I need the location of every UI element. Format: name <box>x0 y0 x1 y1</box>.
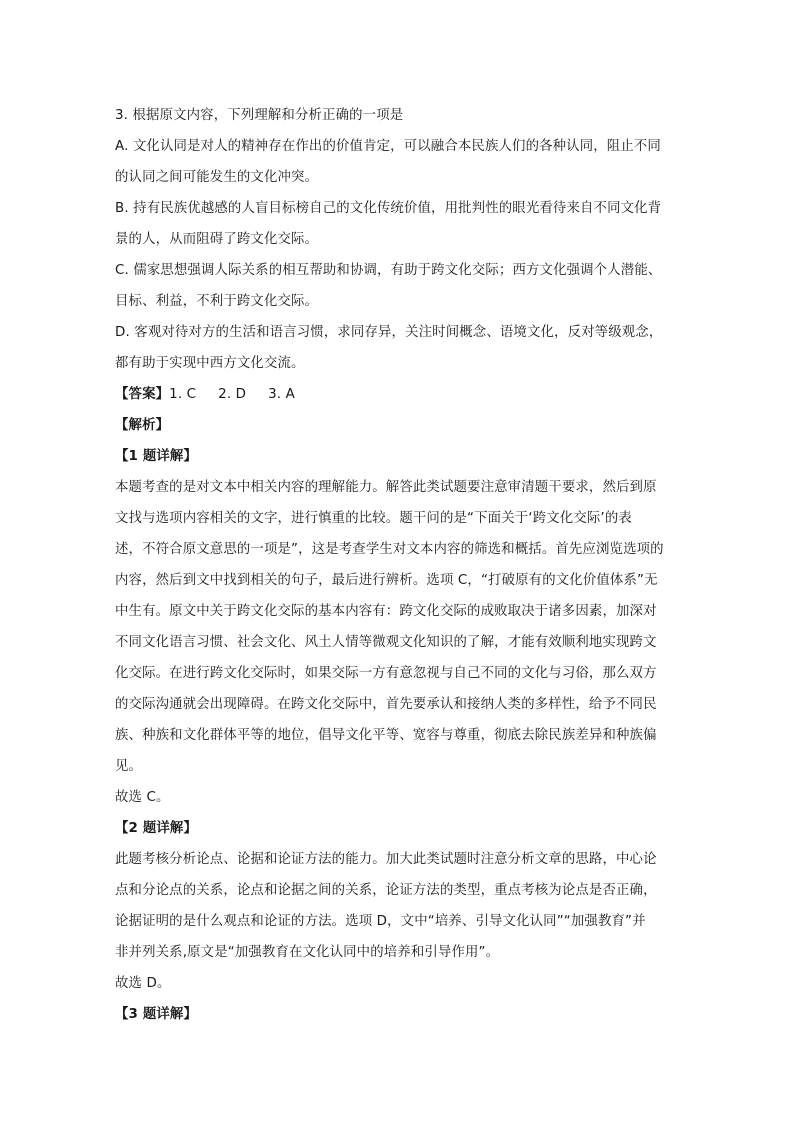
answer-3: 3. A <box>268 387 295 402</box>
analysis-label: 【解析】 <box>115 418 170 433</box>
answer-label: 【答案】 <box>115 387 170 402</box>
detail-2-heading: 【2 题详解】 <box>115 821 197 836</box>
option-b-line-1: B. 持有民族优越感的人盲目标榜自己的文化传统价值，用批判性的眼光看待来自不同文化背 <box>115 201 662 216</box>
detail-2-line: 非并列关系,原文是“加强教育在文化认同中的培养和引导作用”。 <box>115 945 500 960</box>
option-d-line-1: D. 客观对待对方的生活和语言习惯，求同存异，关注时间概念、语境文化，反对等级观念， <box>115 325 663 340</box>
detail-1-line: 的交际沟通就会出现障碍。在跨文化交际中，首先要承认和接纳人类的多样性，给予不同民 <box>115 697 657 712</box>
option-a-line-1: A. 文化认同是对人的精神存在作出的价值肯定，可以融合本民族人们的各种认同，阻止不同 <box>115 139 661 154</box>
detail-1-line: 不同文化语言习惯、社会文化、风土人情等微观文化知识的了解，才能有效顺利地实现跨文 <box>115 635 657 650</box>
detail-2-conclusion: 故选 D。 <box>115 976 171 991</box>
detail-1-line: 本题考查的是对文本中相关内容的理解能力。解答此类试题要注意审清题干要求，然后到原 <box>115 480 657 495</box>
detail-2-line: 论据证明的是什么观点和论证的方法。选项 D，文中“培养、引导文化认同”“加强教育”并 <box>115 914 646 929</box>
option-a-line-2: 的认同之间可能发生的文化冲突。 <box>115 170 319 185</box>
option-c-line-1: C. 儒家思想强调人际关系的相互帮助和协调，有助于跨文化交际；西方文化强调个人潜能、 <box>115 263 662 278</box>
document-body <box>115 100 685 1030</box>
detail-3-heading: 【3 题详解】 <box>115 1007 197 1022</box>
detail-2-line: 点和分论点的关系，论点和论据之间的关系，论证方法的类型，重点考核为论点是否正确， <box>115 883 657 898</box>
answer-1: 1. C <box>169 387 197 402</box>
detail-1-line: 述，不符合原文意思的一项是”，这是考查学生对文本内容的筛选和概括。首先应浏览选项的 <box>115 542 664 557</box>
option-d-line-2: 都有助于实现中西方文化交流。 <box>115 356 305 371</box>
detail-1-line: 见。 <box>115 759 143 774</box>
option-b-line-2: 景的人，从而阻碍了跨文化交际。 <box>115 232 319 247</box>
detail-1-line: 文找与选项内容相关的文字，进行慎重的比较。题干问的是“下面关于‘跨文化交际’的表 <box>115 511 632 526</box>
detail-1-heading: 【1 题详解】 <box>115 449 197 464</box>
detail-1-line: 族、种族和文化群体平等的地位，倡导文化平等、宽容与尊重，彻底去除民族差异和种族偏 <box>115 728 657 743</box>
detail-1-line: 内容，然后到文中找到相关的句子，最后进行辨析。选项 C，“打破原有的文化价值体系”无 <box>115 573 658 588</box>
answer-line <box>115 379 685 410</box>
detail-1-conclusion: 故选 C。 <box>115 790 170 805</box>
detail-2-line: 此题考核分析论点、论据和论证方法的能力。加大此类试题时注意分析文章的思路，中心论 <box>115 852 657 867</box>
detail-1-line: 中生有。原文中关于跨文化交际的基本内容有：跨文化交际的成败取决于诸多因素，加深对 <box>115 604 657 619</box>
answer-2: 2. D <box>218 387 247 402</box>
detail-1-line: 化交际。在进行跨文化交际时，如果交际一方有意忽视与自己不同的文化与习俗，那么双方 <box>115 666 657 681</box>
question-3-stem: 3. 根据原文内容，下列理解和分析正确的一项是 <box>115 108 404 123</box>
option-c-line-2: 目标、利益，不利于跨文化交际。 <box>115 294 319 309</box>
